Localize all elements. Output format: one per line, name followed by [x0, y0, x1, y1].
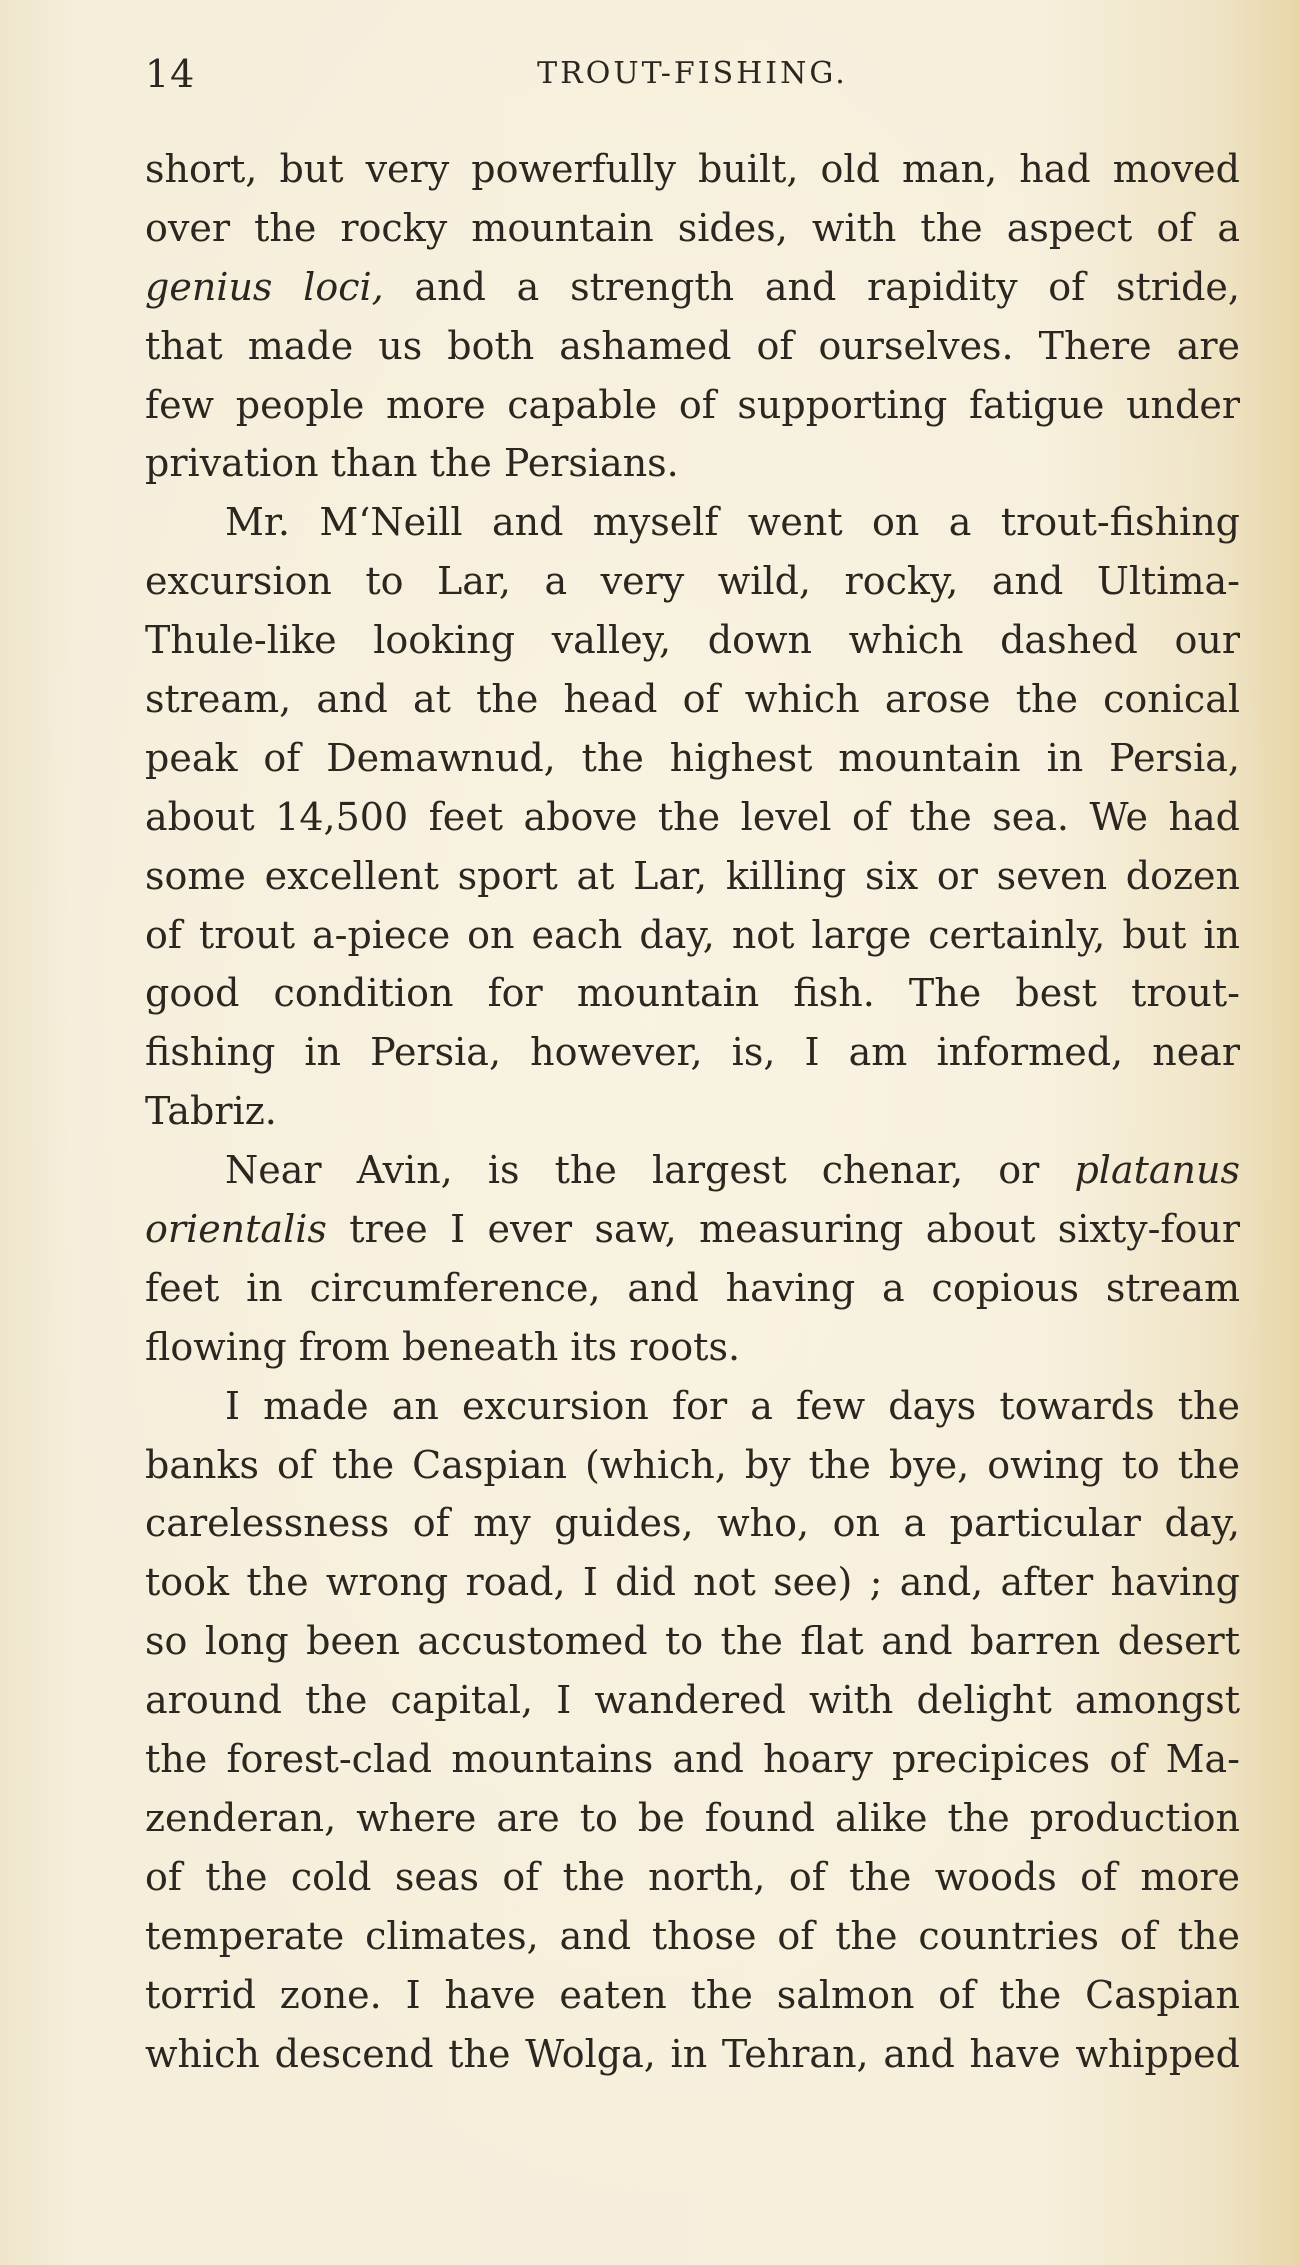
text-line: stream, and at the head of which arose the conical — [145, 677, 1240, 722]
text-line: which descend the Wolga, in Tehran, and have whipped — [145, 2031, 1240, 2076]
text-line: torrid zone. I have eaten the salmon of the Caspian — [145, 1972, 1240, 2017]
text-line: of trout a-piece on each day, not large certainly, but in — [145, 912, 1240, 957]
text-line: about 14,500 feet above the level of the sea. We had — [145, 794, 1240, 839]
text-line: of the cold seas of the north, of the woods of more — [145, 1854, 1240, 1899]
page-number: 14 — [145, 52, 196, 96]
text-line: the forest-clad mountains and hoary precipices of Ma- — [145, 1737, 1240, 1782]
text-line: excursion to Lar, a very wild, rocky, and Ultima- — [145, 559, 1240, 604]
text-line: genius loci, and a strength and rapidity of stride, — [145, 264, 1240, 309]
text-line: Mr. M‘Neill and myself went on a trout-fishing — [225, 500, 1240, 545]
text-line: orientalis tree I ever saw, measuring about sixty-four — [145, 1207, 1240, 1252]
running-head: TROUT-FISHING. — [537, 56, 848, 91]
text-line: I made an excursion for a few days towards the — [225, 1383, 1240, 1428]
text-line: that made us both ashamed of ourselves. There are — [145, 323, 1240, 368]
text-line: Tabriz. — [145, 1089, 277, 1134]
text-line: Near Avin, is the largest chenar, or platanus — [225, 1148, 1240, 1193]
text-line: few people more capable of supporting fatigue under — [145, 382, 1240, 427]
text-line: Thule-like looking valley, down which dashed our — [145, 618, 1240, 663]
text-line: flowing from beneath its roots. — [145, 1324, 741, 1369]
text-line: some excellent sport at Lar, killing six or seven dozen — [145, 853, 1240, 898]
text-line: banks of the Caspian (which, by the bye, owing to the — [145, 1442, 1240, 1487]
text-line: good condition for mountain fish. The best trout- — [145, 971, 1240, 1016]
text-line: temperate climates, and those of the countries of the — [145, 1913, 1240, 1958]
italic-phrase: orientalis — [145, 1207, 327, 1252]
page-header — [145, 52, 1240, 112]
text-line: fishing in Persia, however, is, I am informed, near — [145, 1030, 1240, 1075]
text-line: carelessness of my guides, who, on a particular day, — [145, 1501, 1240, 1546]
text-line: around the capital, I wandered with delight amongst — [145, 1678, 1240, 1723]
text-line: over the rocky mountain sides, with the aspect of a — [145, 205, 1240, 250]
italic-phrase: platanus — [1074, 1148, 1240, 1193]
body-text — [145, 140, 1240, 2083]
text-line: took the wrong road, I did not see) ; and, after having — [145, 1560, 1240, 1605]
text-line: short, but very powerfully built, old man, had moved — [145, 147, 1240, 191]
text-line: so long been accustomed to the flat and barren desert — [145, 1619, 1240, 1664]
text-line: privation than the Persians. — [145, 441, 679, 486]
text-line: zenderan, where are to be found alike the production — [145, 1795, 1240, 1840]
text-line: peak of Demawnud, the highest mountain in Persia, — [145, 735, 1240, 780]
italic-phrase: genius loci, — [145, 264, 384, 309]
text-line: feet in circumference, and having a copious stream — [145, 1265, 1240, 1310]
